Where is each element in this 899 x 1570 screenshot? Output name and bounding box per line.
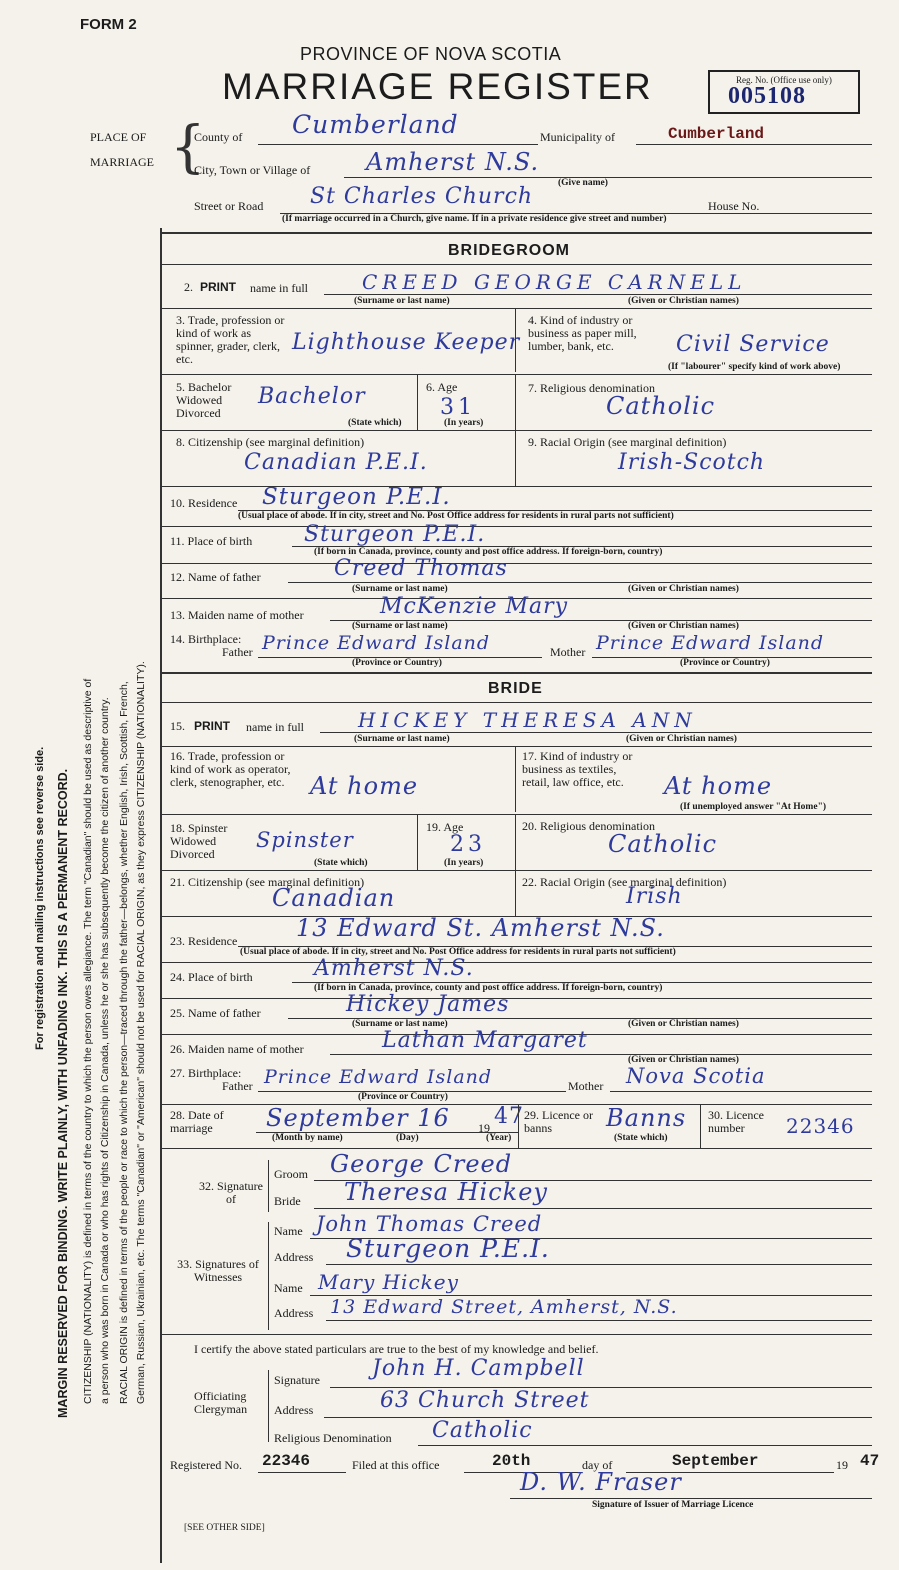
- bride-f20-label: 20. Religious denomination: [522, 819, 655, 833]
- groom-mother-surname-sub: (Surname or last name): [352, 621, 448, 631]
- groom-state-which: (State which): [348, 418, 402, 428]
- clergy-signature-label: Signature: [274, 1373, 320, 1387]
- bridegroom-heading: BRIDEGROOM: [448, 242, 570, 259]
- groom-birth-sub: (If born in Canada, province, county and post office address. If foreign-born, country): [314, 547, 663, 557]
- form-top-border: [160, 232, 872, 234]
- bride-f18-label: 18. Spinster Widowed Divorced: [170, 821, 228, 861]
- bride-name: HICKEY THERESA ANN: [358, 708, 697, 732]
- bride-name-line: [320, 732, 872, 733]
- licence-number: 22346: [786, 1114, 855, 1138]
- groom-row-sep-0: [162, 264, 872, 265]
- w2-name-label: Name: [274, 1281, 303, 1295]
- clergy-address-line: [324, 1417, 872, 1418]
- f29-label: 29. Licence or banns: [524, 1108, 593, 1135]
- bride-f16-label: 16. Trade, profession or kind of work as operator, clerk, stenographer, etc.: [170, 749, 291, 789]
- registered-no: 22346: [262, 1452, 311, 1470]
- bride-birth-sub: (If born in Canada, province, county and post office address. If foreign-born, country): [314, 983, 663, 993]
- bride-signature: Theresa Hickey: [344, 1178, 548, 1206]
- bride-col-sep-16: [515, 746, 516, 812]
- reg-number: 005108: [728, 83, 806, 109]
- bride-mother-given-sub: (Given or Christian names): [628, 1055, 739, 1065]
- groom-father-birthplace: Prince Edward Island: [262, 632, 491, 654]
- groom-f6-label: 6. Age: [426, 380, 458, 394]
- groom-f8-label: 8. Citizenship (see marginal definition): [176, 435, 365, 449]
- issuer-line: [510, 1498, 872, 1499]
- bride-trade: At home: [310, 772, 419, 800]
- groom-f13-label: 13. Maiden name of mother: [170, 608, 304, 622]
- witness-bottom: [162, 1334, 872, 1335]
- day-sub: (Day): [396, 1133, 419, 1143]
- reg-number-box: [708, 70, 860, 114]
- groom-status: Bachelor: [258, 384, 366, 409]
- bride-f21-label: 21. Citizenship (see marginal definition): [170, 875, 365, 889]
- groom-sig-label: Groom: [274, 1167, 308, 1181]
- bride-f26-label: 26. Maiden name of mother: [170, 1042, 304, 1056]
- marriage-row-bottom: [162, 1148, 872, 1149]
- bride-f15-print: PRINT: [194, 719, 230, 733]
- municipality-line: [636, 144, 872, 145]
- year-sub: (Year): [486, 1133, 512, 1143]
- groom-name-line: [324, 294, 872, 295]
- street-value: St Charles Church: [310, 184, 534, 209]
- bride-industry: At home: [664, 772, 773, 800]
- bride-mother: Lathan Margaret: [382, 1028, 588, 1053]
- sig-bracket-1: [268, 1160, 269, 1212]
- w1-name: John Thomas Creed: [316, 1212, 543, 1236]
- bride-col-sep-21: [515, 870, 516, 916]
- groom-residence: Sturgeon P.E.I.: [262, 484, 451, 510]
- bride-sig-label: Bride: [274, 1194, 301, 1208]
- groom-f2-num: 2.: [184, 280, 193, 294]
- bride-given-sub: (Given or Christian names): [626, 734, 737, 744]
- f32-label: 32. Signature of: [199, 1179, 263, 1206]
- month-sub: (Month by name): [272, 1133, 343, 1143]
- municipality-label: Municipality of: [540, 130, 615, 144]
- groom-row-sep-1: [162, 308, 872, 309]
- bride-f17-label: 17. Kind of industry or business as textiles, retail, law office, etc.: [522, 749, 633, 789]
- groom-col-sep-6: [515, 374, 516, 430]
- give-name-note: (Give name): [558, 178, 608, 188]
- place-label-2: MARRIAGE: [90, 155, 155, 169]
- clergy-label: Officiating Clergyman: [194, 1389, 248, 1416]
- bride-state-which: (State which): [314, 858, 368, 868]
- bride-heading: BRIDE: [488, 680, 543, 697]
- margin-line-4: a person who was born in Canada or who has rights of Citizenship in Canada, unless he or she has subsequently become the citizen of another country.: [99, 697, 111, 1404]
- groom-mother-given-sub: (Given or Christian names): [628, 621, 739, 631]
- groom-signature: George Creed: [330, 1150, 513, 1178]
- city-value: Amherst N.S.: [366, 148, 540, 176]
- bride-father-given-sub: (Given or Christian names): [628, 1019, 739, 1029]
- bride-mother-word: Mother: [568, 1079, 604, 1093]
- groom-name: CREED GEORGE CARNELL: [362, 270, 747, 294]
- bride-status: Spinster: [256, 828, 354, 852]
- margin-line-1: For registration and mailing instructions see reverse side.: [34, 746, 46, 1050]
- bride-f19-label: 19. Age: [426, 820, 464, 834]
- bride-citizenship: Canadian: [272, 884, 396, 912]
- marriage-year: 47: [494, 1104, 524, 1129]
- groom-f4-label: 4. Kind of industry or business as paper mill, lumber, bank, etc.: [528, 313, 637, 353]
- county-value: Cumberland: [292, 110, 459, 139]
- groom-mother-prov-sub: (Province or Country): [680, 658, 770, 668]
- form-left-border: [160, 228, 162, 1563]
- licence-col-sep: [700, 1104, 701, 1148]
- bride-father: Hickey James: [346, 992, 510, 1017]
- bride-f27-label: 27. Birthplace:: [170, 1066, 242, 1080]
- groom-f2-label: name in full: [250, 281, 308, 295]
- groom-f10-label: 10. Residence: [170, 496, 238, 510]
- bride-row-sep-0: [162, 702, 872, 703]
- licence-state-which: (State which): [614, 1133, 668, 1143]
- bride-father-prov-sub: (Province or Country): [358, 1092, 448, 1102]
- county-line: [258, 144, 538, 145]
- clergy-address-label: Address: [274, 1403, 314, 1417]
- w1-name-label: Name: [274, 1224, 303, 1238]
- county-label: County of: [194, 130, 243, 144]
- groom-mother-word: Mother: [550, 645, 586, 659]
- clergy-address: 63 Church Street: [380, 1388, 590, 1413]
- licence-value: Banns: [606, 1104, 687, 1132]
- place-label-1: PLACE OF: [90, 130, 147, 144]
- filed-month: September: [672, 1452, 759, 1470]
- groom-row-sep-2: [162, 374, 872, 375]
- groom-f3-label: 3. Trade, profession or kind of work as spinner, grader, clerk, etc.: [176, 313, 285, 366]
- bride-row-sep-5: [162, 962, 872, 963]
- groom-father-surname-sub: (Surname or last name): [352, 584, 448, 594]
- groom-f4-sub: (If "labourer" specify kind of work above): [668, 362, 841, 372]
- margin-line-2: MARGIN RESERVED FOR BINDING. WRITE PLAINLY, WITH UNFADING INK. THIS IS A PERMANENT RECORD.: [56, 768, 70, 1418]
- filed-day: 20th: [492, 1452, 531, 1470]
- bride-f24-label: 24. Place of birth: [170, 970, 253, 984]
- groom-f7-label: 7. Religious denomination: [528, 381, 655, 395]
- bride-f17-sub: (If unemployed answer "At Home"): [680, 802, 827, 812]
- house-label: House No.: [708, 199, 760, 213]
- bride-row-sep-3: [162, 870, 872, 871]
- groom-row-sep-6: [162, 563, 872, 564]
- w1-address-line: [326, 1264, 872, 1265]
- reg-number-label: Reg. No. (Office use only): [736, 75, 832, 85]
- groom-father-line: [288, 582, 872, 583]
- groom-father-given-sub: (Given or Christian names): [628, 584, 739, 594]
- groom-age: 31: [440, 395, 476, 420]
- city-label: City, Town or Village of: [194, 163, 311, 177]
- registered-label: Registered No.: [170, 1458, 242, 1472]
- form-label: FORM 2: [80, 16, 137, 33]
- bride-in-years: (In years): [444, 858, 484, 868]
- bride-residence: 13 Edward St. Amherst N.S.: [296, 914, 665, 942]
- groom-f9-label: 9. Racial Origin (see marginal definition): [528, 435, 727, 449]
- groom-trade: Lighthouse Keeper: [292, 330, 521, 355]
- groom-citizenship: Canadian P.E.I.: [244, 450, 428, 475]
- bride-row-sep-6: [162, 998, 872, 999]
- clergy-religion-line: [418, 1445, 872, 1446]
- groom-row-sep-5: [162, 526, 872, 527]
- groom-bottom: [162, 672, 872, 674]
- bride-residence-sub: (Usual place of abode. If in city, street and No. Post Office address for residents in rural parts not sufficient): [240, 947, 676, 957]
- municipality-value: Cumberland: [668, 125, 765, 143]
- groom-religion: Catholic: [606, 392, 716, 420]
- issuer-signature: D. W. Fraser: [520, 1468, 682, 1496]
- bride-f15-num: 15.: [170, 719, 185, 733]
- margin-line-5: RACIAL ORIGIN is defined in terms of the people or race to which the person—traced through the father—belongs, whether English, Irish, Scottish, French,: [118, 681, 130, 1404]
- city-line: [344, 177, 872, 178]
- issuer-label: Signature of Issuer of Marriage Licence: [592, 1500, 754, 1510]
- registered-line: [258, 1472, 346, 1473]
- bride-father-surname-sub: (Surname or last name): [352, 1019, 448, 1029]
- w1-address-label: Address: [274, 1250, 314, 1264]
- bride-col-sep-18: [417, 814, 418, 870]
- see-other-side: [SEE OTHER SIDE]: [184, 1523, 265, 1533]
- w1-address: Sturgeon P.E.I.: [346, 1234, 550, 1263]
- f30-label: 30. Licence number: [708, 1108, 764, 1135]
- groom-f5-label: 5. Bachelor Widowed Divorced: [176, 380, 232, 420]
- groom-father: Creed Thomas: [334, 556, 508, 581]
- w2-address-line: [326, 1320, 872, 1321]
- street-label: Street or Road: [194, 199, 264, 213]
- bride-racial: Irish: [626, 884, 683, 909]
- bride-father-word: Father: [222, 1079, 253, 1093]
- bride-age: 23: [450, 832, 486, 857]
- f28-label: 28. Date of marriage: [170, 1108, 224, 1135]
- groom-col-sep-5: [417, 374, 418, 430]
- groom-industry: Civil Service: [676, 332, 830, 357]
- certify-text: I certify the above stated particulars are true to the best of my knowledge and belief.: [194, 1342, 599, 1356]
- bride-mother-line: [330, 1054, 872, 1055]
- place-brace: {: [170, 115, 206, 180]
- groom-father-word: Father: [222, 645, 253, 659]
- groom-f14-label: 14. Birthplace:: [170, 632, 242, 646]
- witness-bracket: [268, 1222, 269, 1330]
- bride-mother-bp-line: [610, 1091, 872, 1092]
- filed-year: 47: [860, 1452, 880, 1470]
- margin-line-6: German, Russian, Ukrainian, etc. The terms "Canadian" or "American" should not be used for RACIAL ORIGIN, as they express CITIZENSHIP (NATIONALITY).: [135, 661, 147, 1404]
- groom-f2-print: PRINT: [200, 280, 236, 294]
- bride-f15-label: name in full: [246, 720, 304, 734]
- filed-label: Filed at this office: [352, 1458, 440, 1472]
- groom-col-sep-8: [515, 430, 516, 486]
- f33-label: 33. Signatures of Witnesses: [177, 1257, 259, 1284]
- clergy-religion: Catholic: [432, 1418, 533, 1443]
- groom-father-prov-sub: (Province or Country): [352, 658, 442, 668]
- bride-sig-line: [314, 1208, 872, 1209]
- bride-mother-birthplace: Nova Scotia: [626, 1064, 766, 1088]
- bride-father-birthplace: Prince Edward Island: [264, 1066, 493, 1088]
- bride-col-sep-19: [515, 814, 516, 870]
- groom-f11-label: 11. Place of birth: [170, 534, 253, 548]
- filed-year-prefix: 19: [836, 1458, 848, 1472]
- clergy-signature: John H. Campbell: [372, 1356, 585, 1381]
- w2-address-label: Address: [274, 1306, 314, 1320]
- groom-racial: Irish-Scotch: [618, 450, 766, 475]
- groom-col-sep-3: [515, 308, 516, 372]
- groom-f12-label: 12. Name of father: [170, 570, 261, 584]
- date-col-sep: [518, 1104, 519, 1148]
- bride-row-sep-2: [162, 814, 872, 815]
- clergy-bracket: [268, 1370, 269, 1442]
- w2-name: Mary Hickey: [318, 1270, 459, 1294]
- groom-surname-sub: (Surname or last name): [354, 296, 450, 306]
- groom-birthplace: Sturgeon P.E.I.: [304, 522, 486, 547]
- marriage-date: September 16: [266, 1104, 450, 1132]
- page-title: MARRIAGE REGISTER: [222, 66, 653, 107]
- bride-religion: Catholic: [608, 830, 718, 858]
- groom-row-sep-3: [162, 430, 872, 431]
- marriage-year-prefix: 19: [478, 1121, 490, 1135]
- groom-in-years: (In years): [444, 418, 484, 428]
- groom-given-sub: (Given or Christian names): [628, 296, 739, 306]
- bride-f22-label: 22. Racial Origin (see marginal definition): [522, 875, 727, 889]
- bride-f25-label: 25. Name of father: [170, 1006, 261, 1020]
- groom-residence-sub: (Usual place of abode. If in city, street and No. Post Office address for residents in rural parts not sufficient): [238, 511, 674, 521]
- bride-row-sep-1: [162, 746, 872, 747]
- margin-line-3: CITIZENSHIP (NATIONALITY) is defined in terms of the country to which the person owes allegiance. The term "Canadian" should be used as descriptive of: [82, 678, 94, 1404]
- groom-mother: McKenzie Mary: [380, 594, 569, 619]
- province-heading: PROVINCE OF NOVA SCOTIA: [300, 44, 562, 64]
- w2-address: 13 Edward Street, Amherst, N.S.: [330, 1296, 678, 1318]
- bride-f23-label: 23. Residence: [170, 934, 238, 948]
- groom-mother-birthplace: Prince Edward Island: [596, 632, 825, 654]
- bride-birthplace: Amherst N.S.: [314, 956, 474, 981]
- day-of-label: day of: [582, 1458, 613, 1472]
- place-note: (If marriage occurred in a Church, give name. If in a private residence give street and number): [282, 214, 667, 224]
- clergy-religion-label: Religious Denomination: [274, 1431, 392, 1445]
- bride-surname-sub: (Surname or last name): [354, 734, 450, 744]
